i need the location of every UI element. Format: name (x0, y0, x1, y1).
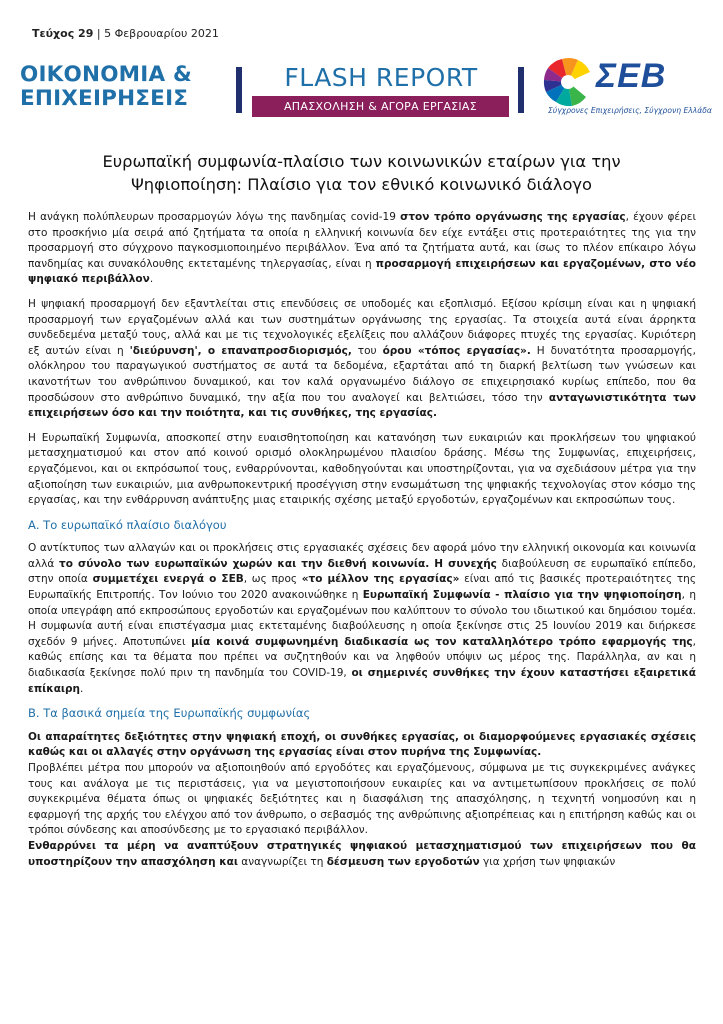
headline-line2: Ψηφιοποίηση: Πλαίσιο για τον εθνικό κοινωνικό διάλογο (130, 175, 593, 194)
headline-line1: Ευρωπαϊκή συμφωνία-πλαίσιο των κοινωνικών εταίρων για την (102, 152, 621, 171)
text-run: διαβούλευση σε ευρωπαϊκό επίπεδο, στην οποία (28, 557, 696, 586)
paragraph-2 (28, 297, 696, 422)
text-run: του (351, 344, 383, 357)
sev-logo-text: ΣΕΒ (596, 57, 667, 95)
bold-run: Ευρωπαϊκή Συμφωνία - πλαίσιο για την ψηφιοποίηση (362, 589, 682, 602)
paragraph-7 (28, 839, 696, 870)
text-run: είναι από τις βασικές προτεραιότητες της Ευρωπαϊκής Επιτροπής. Τον Ιούνιο του 2020 ανακοινώθηκε η (28, 573, 696, 602)
text-run: αναγνωρίζει τη (237, 855, 327, 868)
issue-number: Τεύχος 29 (32, 27, 94, 40)
paragraph-6 (28, 761, 696, 839)
bold-run: δέσμευση των εργοδοτών (326, 855, 480, 868)
text-run: Η ανάγκη πολύπλευρων προσαρμογών λόγω της πανδημίας covid-19 (28, 211, 401, 223)
section-title-line2: ΕΠΙΧΕΙΡΗΣΕΙΣ (20, 86, 189, 111)
text-run: Η δυνατότητα προσαρμογής, ολόκληρου του παραγωγικού συστήματος σε αυτά τα δεδομένα, εξαρτάται από τη διαρκή βελτίωση των γνώσεων και ικανοτήτων του ανθρώπινου δυναμικού, και τον καλά οργανωμένο διάλογο σε επιχειρησιακό κυρίως επίπεδο, που θα προσδώσουν στο ανθρώπινο δυναμικό, την αξία που του αναλογεί και βελτιώσει, τόσο την (28, 344, 696, 404)
bold-run: ανταγωνιστικότητα των επιχειρήσεων όσο και την ποιότητα, και τις συνθήκες, της εργασίας. (28, 391, 696, 420)
section-title-line1: ΟΙΚΟΝΟΜΙΑ & (20, 62, 192, 87)
issue-info (32, 27, 219, 40)
bold-run: στον τρόπο οργάνωσης της εργασίας (400, 211, 626, 223)
section-b-heading: Β. Τα βασικά σημεία της Ευρωπαϊκής συμφωνίας (28, 706, 311, 721)
divider-bar-left (236, 67, 242, 113)
text-run: Ο αντίκτυπος των αλλαγών και οι προκλήσεις στις εργασιακές σχέσεις δεν αφορά μόνο την ελληνική οικονομία και κοινωνία αλλά (28, 542, 696, 570)
text-run: Η Ευρωπαϊκή Συμφωνία, αποσκοπεί στην ευαισθητοποίηση και κατανόηση των ευκαιριών και προκλήσεων του ψηφιακού μετασχηματισμού και στον από κοινού ορισμό ολοκληρωμένου πλαισίου δράσης. Μέσω της Συμφωνίας, επιχειρήσεις, εργαζόμενοι, και οι εκπρόσωποί τους, ενθαρρύνονται, καθοδηγούνται και υποστηρίζονται, για να σχεδιάσουν μέτρα για την αξιοποίηση των ευκαιριών, μια ανθρωποκεντρική προσέγγιση στην ενσωμάτωση της ψηφιακής τεχνολογίας στον κόσμο της εργασίας, και την ενθάρρυνση ανάπτυξης μιας εταιρικής σχέσης μεταξύ εργοδοτών, εργαζομένων και εκπροσώπων τους. (28, 431, 696, 507)
text-run: Προβλέπει μέτρα που μπορούν να αξιοποιηθούν από εργοδότες και εργαζόμενους, σύμφωνα με τις συγκεκριμένες ανάγκες τους και ανάλογα με τις περιστάσεις, για να μεγιστοποιήσουν ευκαιρίες και να αντιμετωπίσουν προκλήσεις σε πολύ συγκεκριμένα θέματα όπως οι ψηφιακές δεξιότητες και η διασφάλιση της απασχόλησης, η τεχνητή νοημοσύνη και η εφαρμογή της αρχής του ελέγχου από τον άνθρωπο, ο σεβασμός της ανθρώπινης αξιοπρέπειας και η επιτήρηση καθώς και οι τρόποι σύνδεσης και αποσύνδεσης με το εργασιακό περιβάλλον. (28, 762, 696, 837)
text-run: , η οποία υπεγράφη από εκπροσώπους εργοδοτών και εργαζομένων που καλύπτουν το σύνολο του ιδιωτικού και δημόσιου τομέα. Η συμφωνία αυτή είναι επιστέγασμα μιας εκτεταμένης διαβούλευσης η οποία ξεκίνησε στις 25 Ιουνίου 2019 και διήρκεσε σχεδόν 9 μήνες. Αποτυπώνει (28, 589, 696, 648)
article-headline (40, 150, 683, 196)
bold-run: προσαρμογή επιχειρήσεων και εργαζομένων, στο νέο ψηφιακό περιβάλλον (28, 257, 697, 286)
text-run: . (149, 273, 154, 286)
divider-bar-right (518, 67, 524, 113)
section-a-heading: Α. Το ευρωπαϊκό πλαίσιο διαλόγου (28, 517, 227, 532)
report-category-tag: ΑΠΑΣΧΟΛΗΣΗ & ΑΓΟΡΑ ΕΡΓΑΣΙΑΣ (252, 96, 509, 117)
paragraph-5 (28, 730, 696, 761)
section-title (20, 63, 232, 111)
bold-run: Ενθαρρύνει τα μέρη να αναπτύξουν στρατηγικές ψηφιακού μετασχηματισμού των επιχειρήσεων που θα υποστηρίζουν την απασχόληση και (28, 839, 696, 868)
sev-logo-tagline: Σύγχρονες Επιχειρήσεις, Σύγχρονη Ελλάδα (548, 106, 712, 115)
bold-run: 'διεύρυνση', ο επαναπροσδιορισμός, (129, 344, 352, 357)
bold-run: οι σημερινές συνθήκες την έχουν καταστήσει εξαιρετικά επίκαιρη (28, 667, 696, 695)
bold-run: μία κοινά συμφωνημένη διαδικασία ως τον καταλληλότερο τρόπο εφαρμογής της (191, 635, 693, 648)
article-body (28, 210, 696, 870)
text-run: Η ψηφιακή προσαρμογή δεν εξαντλείται στις επενδύσεις σε υποδομές και εξοπλισμό. Εξίσου κρίσιμη είναι και η ψηφιακή προσαρμογή των εργαζομένων αλλά και των συστημάτων οργάνωσης της εργασίας. Τα στοιχεία αυτά είναι άρρηκτα συνδεδεμένα μεταξύ τους, αλλά και με τις τεχνολογικές εξελίξεις που αλλάζουν διάφορες πτυχές της εργασίας. Κυριότερη εξ αυτών είναι η (28, 297, 696, 357)
bold-run: το σύνολο των ευρωπαϊκών χωρών και την διεθνή κοινωνία. Η συνεχής (59, 557, 497, 570)
issue-date: | 5 Φεβρουαρίου 2021 (96, 27, 219, 40)
text-run: , ως προς (243, 573, 302, 586)
flash-report-title: FLASH REPORT (284, 63, 478, 92)
paragraph-4 (28, 541, 696, 697)
text-run: για χρήση των ψηφιακών (479, 855, 616, 868)
paragraph-1 (28, 210, 696, 288)
bold-run: συμμετέχει ενεργά ο ΣΕΒ (92, 573, 244, 586)
bold-run: όρου «τόπος εργασίας». (382, 344, 531, 357)
text-run: , καθώς επίσης και τα θέματα που πρέπει να συζητηθούν και να ληφθούν υπόψιν ως μέρος της. Παράλληλα, αν και η διαδικασία ξεκίνησε πολύ πριν τη πανδημία του COVID-19, (28, 635, 696, 680)
bold-run: «το μέλλον της εργασίας» (301, 573, 460, 586)
text-run: , έχουν φέρει στο προσκήνιο μία σειρά από ζητήματα τα οποία η ελληνική κοινωνία δεν είχε εντάξει στις προτεραιότητες της για την προσαρμογή στο σύγχρονο παγκοσμιοποιημένο περιβάλλον. Ένα από τα ζητήματα αυτά, και ίσως το πλέον επίκαιρο λόγω πανδημίας και συνακόλουθης εκτεταμένης τηλεργασίας, είναι η (28, 211, 696, 270)
paragraph-3 (28, 431, 696, 509)
bold-run: Οι απαραίτητες δεξιότητες στην ψηφιακή εποχή, οι συνθήκες εργασίας, οι διαμορφούμενες εργασιακές σχέσεις καθώς και οι αλλαγές στην οργάνωση της εργασίας είναι στον πυρήνα της Συμφωνίας. (28, 730, 696, 759)
text-run: . (80, 682, 84, 695)
